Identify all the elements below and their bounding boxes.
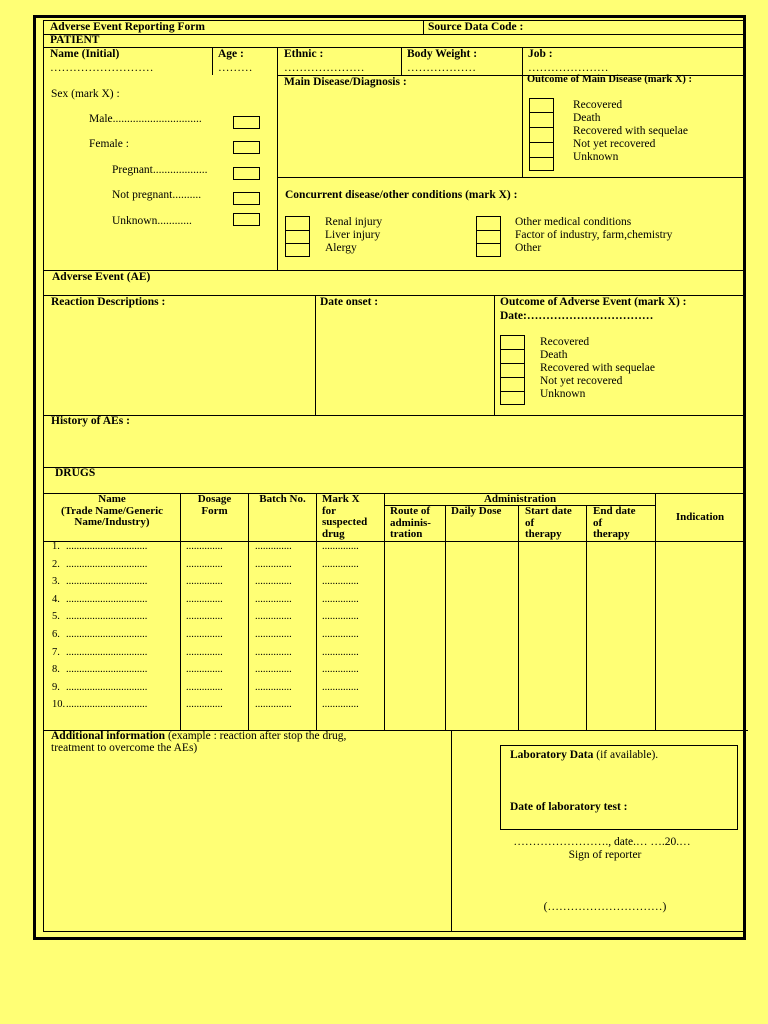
row-number: 6. [52,629,60,640]
row-number: 10. [52,699,66,711]
dosage-form-field[interactable]: .............. [186,576,223,588]
batch-no-field[interactable]: .............. [255,611,292,623]
mark-x-field[interactable]: .............. [322,558,359,570]
batch-no-field[interactable]: .............. [255,699,292,711]
not-pregnant-checkbox[interactable] [233,192,260,205]
dosage-form-field[interactable]: .............. [186,664,223,676]
mark-x-field[interactable]: .............. [322,611,359,623]
mark-x-field[interactable]: .............. [322,681,359,693]
row-number: 9. [52,681,60,693]
job-label: Job : [528,48,553,60]
lab-test-date-label: Date of laboratory test : [510,801,628,813]
main-outcome-item: Recovered with sequelae [573,125,688,137]
main-outcome-item: Not yet recovered [573,138,656,150]
body-weight-field[interactable]: ……………… [407,62,476,74]
male-checkbox[interactable] [233,116,260,129]
form-title: Adverse Event Reporting Form [50,21,205,33]
male-label: Male............................... [89,113,202,125]
drug-name-field[interactable]: ............................... [66,646,148,658]
concurrent-label: Concurrent disease/other conditions (mark X) : [285,189,518,201]
col-dosage-header: Dosage Form [197,493,232,517]
ae-outcome-checkboxes[interactable] [500,335,525,405]
age-field[interactable]: ……… [218,62,253,74]
mark-x-field[interactable]: .............. [322,664,359,676]
main-disease-label: Main Disease/Diagnosis : [284,76,407,88]
ae-outcome-item: Recovered [540,336,590,348]
mark-x-field[interactable]: .............. [322,576,359,588]
drug-name-field[interactable]: ............................... [66,629,148,640]
drug-name-field[interactable]: ............................... [66,611,148,623]
row-number: 4. [52,593,60,605]
name-field[interactable]: ……………………… [50,62,154,74]
ethnic-field[interactable]: ………………… [284,62,365,74]
ae-outcome-item: Not yet recovered [540,375,623,387]
col-route-header: Route of adminis- tration [390,505,431,540]
col-daily-dose-header: Daily Dose [451,505,502,517]
row-number: 5. [52,611,60,623]
unknown-sex-checkbox[interactable] [233,213,260,226]
dosage-form-field[interactable]: .............. [186,611,223,623]
reporter-signature-field[interactable]: (…………………………) [543,901,667,913]
mark-x-field[interactable]: .............. [322,541,359,552]
main-outcome-item: Unknown [573,151,619,163]
mark-x-field[interactable]: .............. [322,699,359,711]
concurrent-left-list [325,216,382,255]
main-outcome-label: Outcome of Main Disease (mark X) : [527,74,693,85]
not-pregnant-label: Not pregnant.......... [112,189,202,201]
col-indication-header: Indication [675,511,725,523]
concurrent-left-checkboxes[interactable] [285,216,310,257]
dosage-form-field[interactable]: .............. [186,681,223,693]
dosage-form-field[interactable]: .............. [186,629,223,640]
sex-label: Sex (mark X) : [51,88,120,100]
col-batch-header: Batch No. [259,493,306,505]
concurrent-right-list [515,216,672,255]
unknown-sex-label: Unknown............ [112,215,192,227]
concurrent-item: Liver injury [325,229,381,241]
administration-header: Administration [483,493,557,505]
dosage-form-field[interactable]: .............. [186,646,223,658]
concurrent-item: Alergy [325,242,357,254]
drug-name-field[interactable]: ............................... [66,664,148,676]
pregnant-checkbox[interactable] [233,167,260,180]
row-number: 3. [52,576,60,588]
ethnic-label: Ethnic : [284,48,324,60]
drug-name-field[interactable]: ............................... [66,681,148,693]
batch-no-field[interactable]: .............. [255,576,292,588]
main-outcome-item: Death [573,112,601,124]
col-start-date-header: Start date of therapy [525,505,572,540]
report-date-line[interactable]: ……………………., date.… ….20.… [513,836,691,848]
main-outcome-item: Recovered [573,99,623,111]
batch-no-field[interactable]: .............. [255,593,292,605]
batch-no-field[interactable]: .............. [255,541,292,552]
batch-no-field[interactable]: .............. [255,664,292,676]
age-label: Age : [218,48,244,60]
col-name-header: Name (Trade Name/Generic Name/Industry) [60,493,164,528]
col-end-date-header: End date of therapy [593,505,636,540]
drug-name-field[interactable]: ............................... [66,558,148,570]
main-outcome-list [573,99,688,164]
name-label: Name (Initial) [50,48,120,60]
mark-x-field[interactable]: .............. [322,593,359,605]
ae-outcome-label: Outcome of Adverse Event (mark X) : [500,296,687,308]
ae-outcome-item: Unknown [540,388,586,400]
ae-section-title: Adverse Event (AE) [52,271,151,283]
concurrent-item: Renal injury [325,216,383,228]
drugs-section-title: DRUGS [55,467,96,479]
job-field[interactable]: ………………… [528,62,609,74]
row-number: 1. [52,541,60,552]
drug-name-field[interactable]: ............................... [66,576,148,588]
ae-outcome-item: Death [540,349,568,361]
dosage-form-field[interactable]: .............. [186,558,223,570]
batch-no-field[interactable]: .............. [255,681,292,693]
dosage-form-field[interactable]: .............. [186,541,223,552]
laboratory-data-label: Laboratory Data (if available). [510,749,659,761]
concurrent-item: Other [515,242,542,254]
sign-of-reporter-label: Sign of reporter [568,849,642,861]
batch-no-field[interactable]: .............. [255,558,292,570]
batch-no-field[interactable]: .............. [255,629,292,640]
patient-section-title: PATIENT [50,34,100,46]
additional-info-label: Additional information (example : reaction after stop the drug, treatment to overcome the AEs) [51,730,347,754]
ae-outcome-date[interactable]: Date:…………………………… [500,310,654,322]
reaction-descriptions-label: Reaction Descriptions : [51,296,166,308]
drug-name-field[interactable]: ............................... [66,699,148,711]
female-label: Female : [89,138,129,150]
dosage-form-field[interactable]: .............. [186,593,223,605]
row-number: 7. [52,646,60,658]
mark-x-field[interactable]: .............. [322,629,359,640]
pregnant-label: Pregnant................... [112,164,208,176]
main-outcome-checkboxes[interactable] [529,98,554,171]
concurrent-item: Other medical conditions [515,216,632,228]
concurrent-right-checkboxes[interactable] [476,216,501,257]
drug-name-field[interactable]: ............................... [66,541,148,552]
female-checkbox[interactable] [233,141,260,154]
source-data-code: Source Data Code : [428,21,524,33]
row-number: 8. [52,664,60,676]
row-number: 2. [52,558,60,570]
drug-name-field[interactable]: ............................... [66,593,148,605]
history-aes-label: History of AEs : [51,415,130,427]
concurrent-item: Factor of industry, farm,chemistry [515,229,673,241]
date-onset-label: Date onset : [320,296,379,308]
dosage-form-field[interactable]: .............. [186,699,223,711]
batch-no-field[interactable]: .............. [255,646,292,658]
body-weight-label: Body Weight : [407,48,478,60]
ae-outcome-list [540,336,655,401]
ae-outcome-item: Recovered with sequelae [540,362,655,374]
col-mark-header: Mark X for suspected drug [322,493,368,540]
mark-x-field[interactable]: .............. [322,646,359,658]
